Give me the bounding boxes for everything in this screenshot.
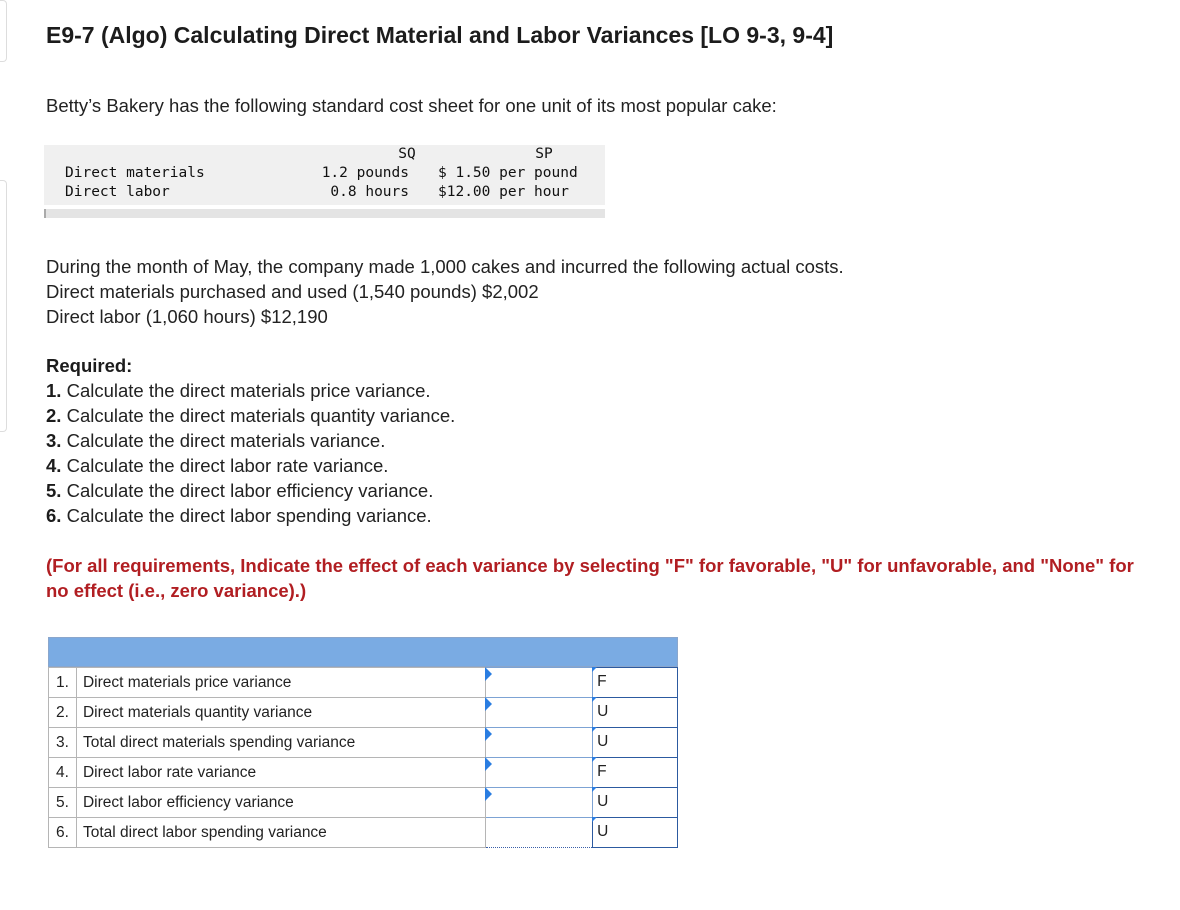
effect-select[interactable]: U [593,788,678,818]
dropdown-marker-icon [592,667,597,672]
table-row [49,818,678,848]
table-row [49,728,678,758]
input-marker-icon [485,727,492,741]
row-label: Direct materials quantity variance [76,698,485,728]
standard-cost-sheet [44,145,605,205]
amount-input[interactable] [486,788,593,818]
input-marker-icon [485,787,492,801]
effect-select[interactable]: F [593,758,678,788]
input-marker-icon [485,667,492,681]
requirement-item: 3. Calculate the direct materials variance. [46,430,386,451]
amount-input[interactable] [486,728,593,758]
table-row [49,788,678,818]
cost-item: Direct materials [65,165,205,181]
required-heading: Required: [46,355,133,376]
row-label: Direct labor efficiency variance [76,788,485,818]
answer-table-header [48,637,678,667]
row-label: Total direct materials spending variance [76,728,485,758]
row-number: 3. [49,728,77,758]
actual-costs [46,254,844,329]
left-edge-tab [0,0,7,62]
effect-select[interactable]: U [593,818,678,848]
sp-header: SP [535,146,553,162]
intro-text: Betty’s Bakery has the following standard cost sheet for one unit of its most popular cake: [46,95,777,116]
standard-row [44,183,605,202]
cost-item: Direct labor [65,184,170,200]
dropdown-marker-icon [592,727,597,732]
row-number: 2. [49,698,77,728]
effect-select[interactable]: U [593,728,678,758]
dropdown-marker-icon [592,757,597,762]
table-row [49,758,678,788]
table-scrollbar [44,209,605,218]
amount-input[interactable] [486,668,593,698]
dropdown-marker-icon [592,697,597,702]
standard-price: $ 1.50 per pound [438,165,578,181]
requirement-item: 6. Calculate the direct labor spending variance. [46,505,432,526]
row-number: 1. [49,668,77,698]
row-number: 5. [49,788,77,818]
requirement-item: 5. Calculate the direct labor efficiency variance. [46,480,434,501]
dropdown-marker-icon [592,817,597,822]
requirement-item: 4. Calculate the direct labor rate variance. [46,455,389,476]
input-marker-icon [485,697,492,711]
row-label: Direct materials price variance [76,668,485,698]
requirements [46,353,455,528]
row-number: 4. [49,758,77,788]
standard-quantity: 1.2 pounds [321,165,409,181]
amount-input[interactable] [486,698,593,728]
standard-quantity: 0.8 hours [330,184,409,200]
effect-select[interactable]: F [593,668,678,698]
sq-header: SQ [398,146,416,162]
problem-title: E9-7 (Algo) Calculating Direct Material and Labor Variances [LO 9-3, 9-4] [46,22,834,48]
row-label: Direct labor rate variance [76,758,485,788]
row-label: Total direct labor spending variance [76,818,485,848]
requirement-item: 2. Calculate the direct materials quantity variance. [46,405,456,426]
dropdown-marker-icon [592,787,597,792]
actual-line: Direct labor (1,060 hours) $12,190 [46,306,328,327]
answer-table [48,637,678,848]
standard-price: $12.00 per hour [438,184,569,200]
actual-line: Direct materials purchased and used (1,540 pounds) $2,002 [46,281,539,302]
input-marker-icon [485,757,492,771]
instruction-note: (For all requirements, Indicate the effect of each variance by selecting "F" for favorable, "U" for unfavorable, and "None" for no effect (i.e., zero variance).) [46,555,1134,601]
actual-line: During the month of May, the company made 1,000 cakes and incurred the following actual costs. [46,256,844,277]
left-edge-tab [0,180,7,432]
standard-row [44,164,605,183]
table-row [49,668,678,698]
amount-input[interactable] [486,758,593,788]
requirement-item: 1. Calculate the direct materials price variance. [46,380,431,401]
effect-select[interactable]: U [593,698,678,728]
amount-input[interactable] [486,818,593,848]
table-row [49,698,678,728]
row-number: 6. [49,818,77,848]
